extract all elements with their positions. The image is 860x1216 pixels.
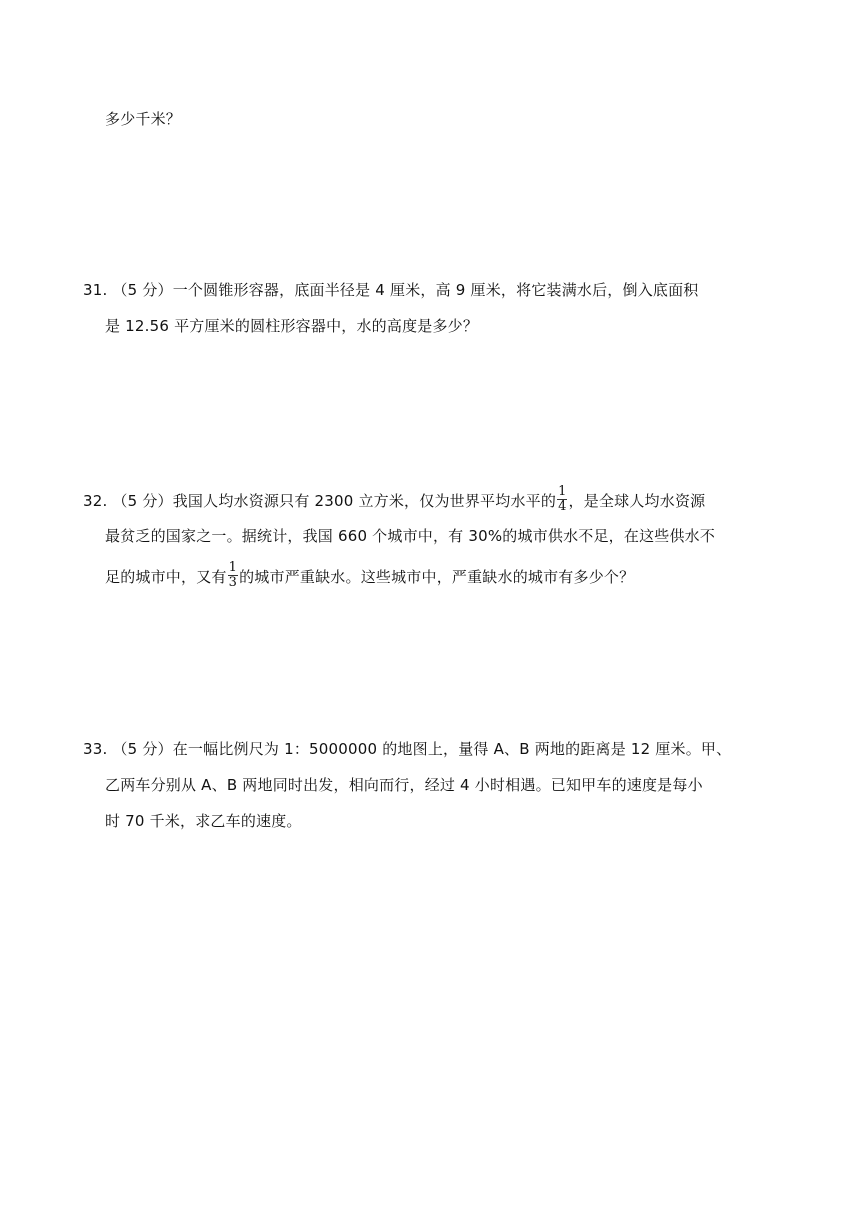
question-33-line-2: 乙两车分别从 A、B 两地同时出发，相向而行，经过 4 小时相遇。已知甲车的速度是每小 [105,776,703,794]
fraction-one-third [228,561,238,590]
question-32-line-1 [83,484,706,516]
fraction-one-quarter [557,485,567,514]
question-31-line-1: 31. （5 分）一个圆锥形容器，底面半径是 4 厘米，高 9 厘米，将它装满水后，倒入底面积 [83,281,699,299]
fraction-numerator: 1 [228,560,238,575]
question-32-line-3 [105,560,635,592]
question-32-line-3-text-a: 足的城市中，又有 [105,568,227,586]
question-33-line-1: 33. （5 分）在一幅比例尺为 1：5000000 的地图上，量得 A、B 两地的距离是 12 厘米。甲、 [83,740,732,758]
fraction-numerator: 1 [558,484,567,499]
question-33-line-3: 时 70 千米，求乙车的速度。 [105,812,302,830]
question-32-line-1-text-b: ，是全球人均水资源 [568,492,706,510]
question-32-line-3-text-b: 的城市严重缺水。这些城市中，严重缺水的城市有多少个？ [239,568,635,586]
previous-question-tail: 多少千米？ [105,110,182,128]
question-31-line-2: 是 12.56 平方厘米的圆柱形容器中，水的高度是多少？ [105,317,479,335]
fraction-denominator: 4 [558,499,567,514]
question-32-line-2: 最贫乏的国家之一。据统计，我国 660 个城市中，有 30%的城市供水不足，在这些供水不 [105,527,716,545]
question-32-line-1-text-a: 32. （5 分）我国人均水资源只有 2300 立方米，仅为世界平均水平的 [83,492,557,510]
fraction-denominator: 3 [228,575,238,590]
